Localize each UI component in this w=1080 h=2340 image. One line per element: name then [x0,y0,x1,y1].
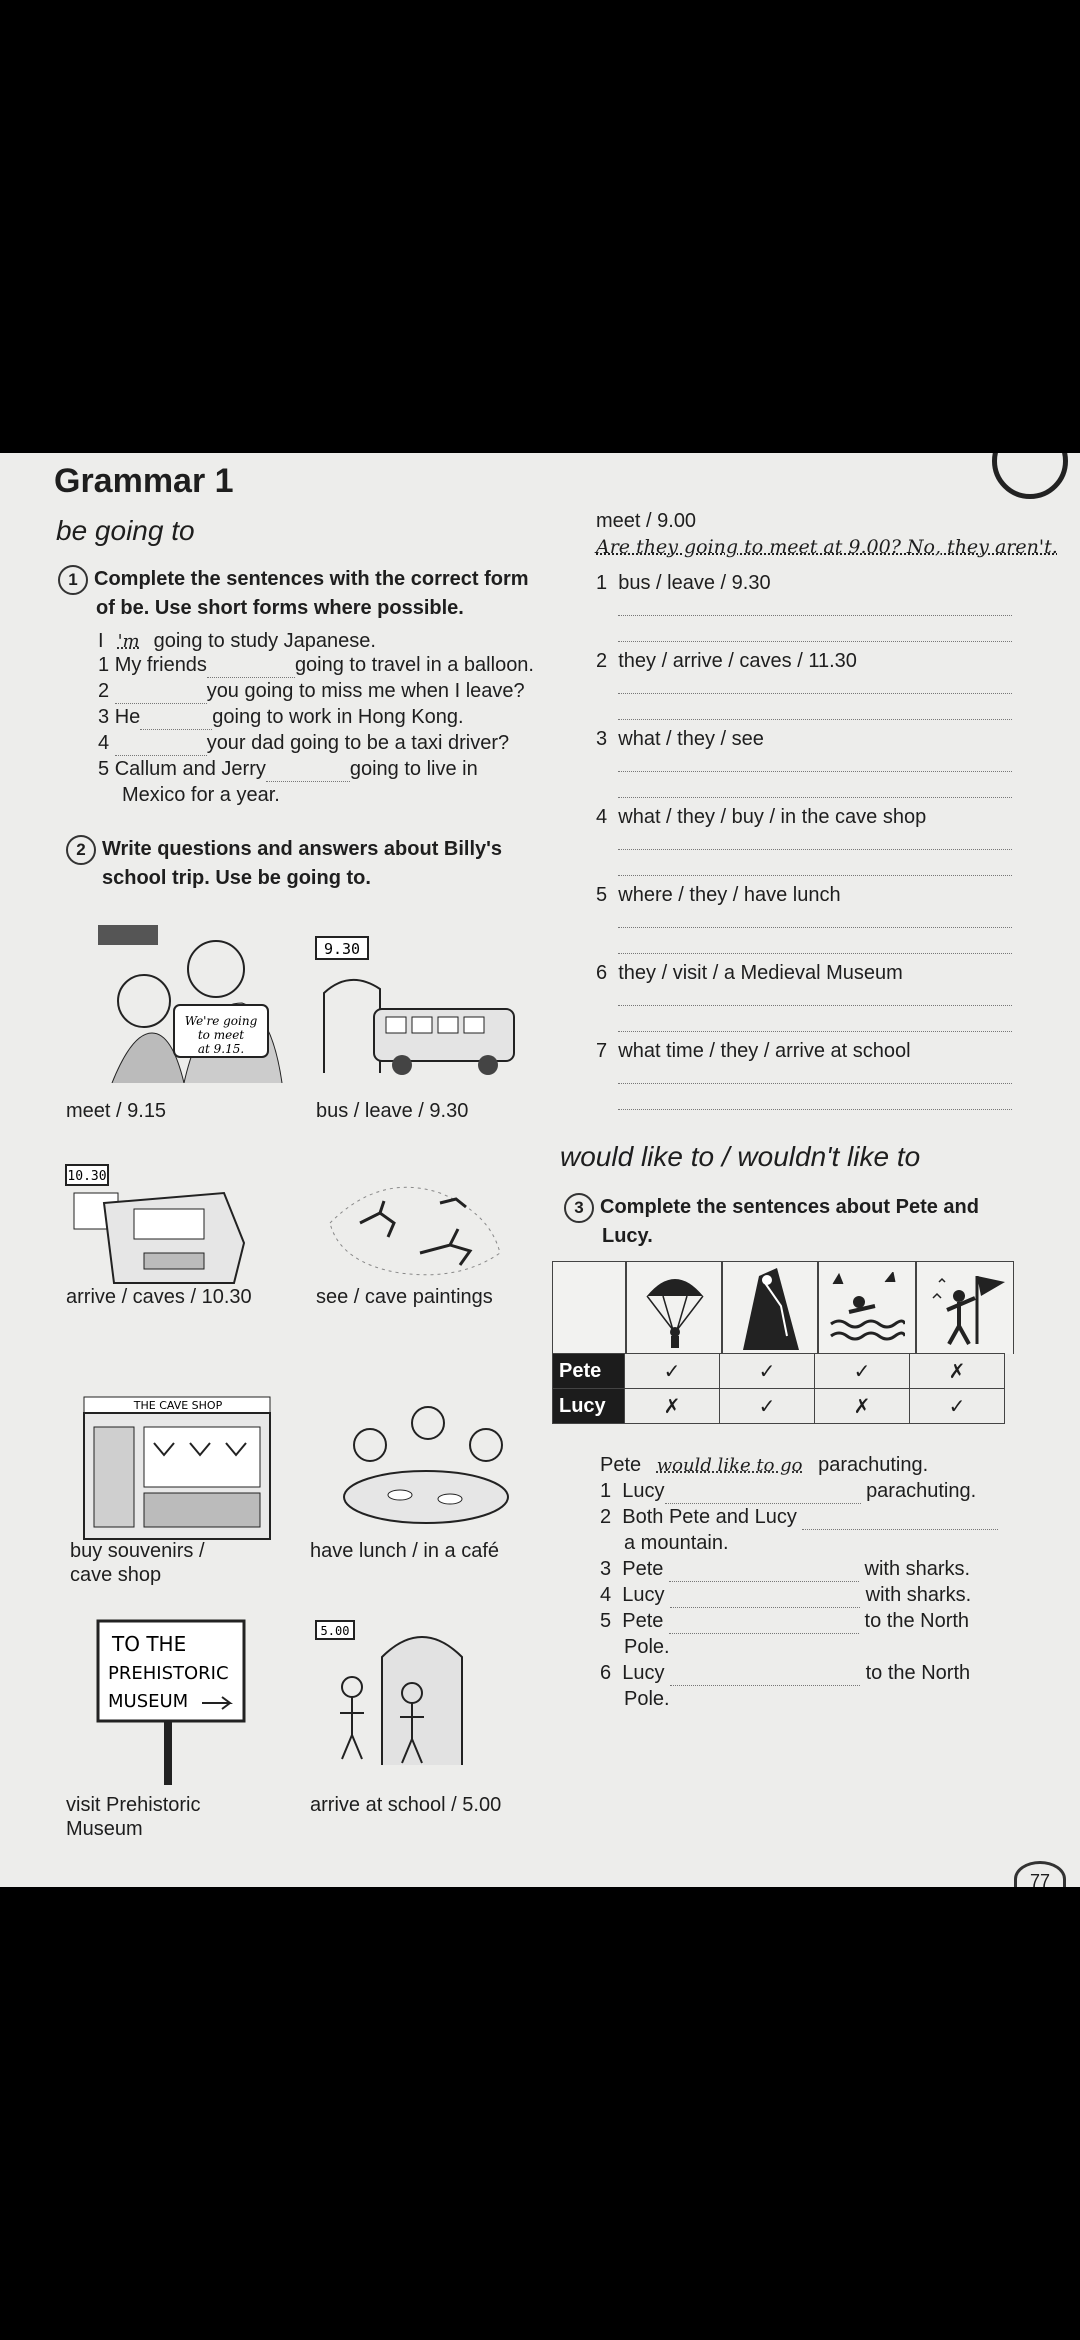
ex1-item-4: 4 your dad going to be a taxi driver? [98,732,510,754]
shop-sign: THE CAVE SHOP [133,1399,223,1412]
picture-arrive-school [312,1617,482,1767]
clock-label: 10.30 [67,1169,107,1184]
answer-line[interactable] [618,797,1012,798]
ex2-answer-item-2: 2 they / arrive / caves / 11.30 [596,650,857,672]
ex2-number: 2 [66,835,96,865]
answer-line[interactable] [618,875,1012,876]
answer-blank[interactable] [802,1505,998,1530]
mark-cell: ✗ [815,1389,910,1424]
section-title-would-like: would like to / wouldn't like to [560,1141,921,1172]
ex2-answer-item-3: 3 what / they / see [596,728,764,750]
ex1-example-answer: 'm [117,631,140,652]
picture-cave-paintings [320,1163,510,1283]
picture-cave-shop [80,1393,280,1543]
row-label-pete: Pete [553,1354,625,1389]
answer-line[interactable] [618,1109,1012,1110]
caption-visit-museum: visit Prehistoric Museum [66,1794,201,1840]
picture-lunch-cafe [330,1393,520,1533]
mark-cell: ✓ [625,1354,720,1389]
answer-blank[interactable] [115,731,207,756]
ex3-item-3: 3 Pete with sharks. [600,1558,971,1580]
picture-bus-to-caves [64,1163,264,1293]
answer-line[interactable] [618,693,1012,694]
answer-blank[interactable] [115,679,207,704]
caption-arrive-school: arrive at school / 5.00 [310,1794,502,1816]
page-title: Grammar 1 [54,462,234,500]
picture-meet-friends [92,923,290,1083]
answer-line[interactable] [618,1031,1012,1032]
ex2-example-answer: Are they going to meet at 9.00? No, they aren't. [596,536,1058,558]
parachute-icon [643,1268,707,1348]
ex1-item-5: 5 Callum and Jerry going to live in [98,758,478,780]
answer-blank[interactable] [670,1661,860,1686]
svg-text:at 9.15.: at 9.15. [197,1042,245,1056]
clock-label: 5.00 [320,1624,350,1638]
caption-see-paintings: see / cave paintings [316,1286,493,1308]
answer-line[interactable] [618,927,1012,928]
swimming-shark-icon [829,1272,905,1348]
signpost-line-2: PREHISTORIC [108,1663,229,1684]
caption-meet: meet / 9.15 [66,1100,167,1122]
ex2-answer-item-6: 6 they / visit / a Medieval Museum [596,962,903,984]
ex1-instruction: 1 Complete the sentences with the correct form of be. Use short forms where possible. [58,565,529,621]
north-pole-icon [929,1268,1009,1348]
answer-blank[interactable] [665,1479,861,1504]
mark-cell: ✗ [910,1354,1005,1389]
ex1-item-1: 1 My friends going to travel in a balloon. [98,654,534,676]
workbook-page [0,453,1080,1887]
climbing-icon [737,1266,803,1350]
section-title-be-going-to: be going to [56,515,195,546]
ex3-item-2: 2 Both Pete and Lucy [600,1505,998,1530]
ex2-example-prompt: meet / 9.00 [596,510,697,532]
ex1-item-2: 2 you going to miss me when I leave? [98,680,525,702]
mark-cell: ✓ [720,1389,815,1424]
answer-blank[interactable] [669,1609,859,1634]
picture-school-bus [310,933,520,1083]
ex1-example: I 'm going to study Japanese. [98,630,376,652]
caption-have-lunch: have lunch / in a café [310,1540,500,1562]
ex3-example: Pete would like to go parachuting. [600,1454,929,1476]
answer-line[interactable] [618,641,1012,642]
page-number: 77 [1014,1861,1066,1887]
answer-line[interactable] [618,615,1012,616]
activity-icons-row [552,1261,1014,1354]
ex3-item-4: 4 Lucy with sharks. [600,1584,972,1606]
ex1-item-3: 3 He going to work in Hong Kong. [98,706,464,728]
ex3-instruction: 3 Complete the sentences about Pete and Lucy. [564,1193,979,1249]
clock-label: 9.30 [323,940,361,958]
ex3-item-1: 1 Lucy parachuting. [600,1480,977,1502]
answer-line[interactable] [618,1083,1012,1084]
unit-badge-icon [992,453,1068,499]
speech-bubble-text: We're going [184,1014,258,1028]
ex1-number: 1 [58,565,88,595]
picture-museum-signpost [94,1617,254,1787]
ex2-answer-item-1: 1 bus / leave / 9.30 [596,572,771,594]
answer-line[interactable] [618,1005,1012,1006]
mark-cell: ✓ [815,1354,910,1389]
row-label-lucy: Lucy [553,1389,625,1424]
mark-cell: ✓ [910,1389,1005,1424]
ex2-answer-item-4: 4 what / they / buy / in the cave shop [596,806,927,828]
ex2-answer-item-5: 5 where / they / have lunch [596,884,841,906]
mark-cell: ✗ [625,1389,720,1424]
ex2-answer-item-7: 7 what time / they / arrive at school [596,1040,911,1062]
mark-cell: ✓ [720,1354,815,1389]
caption-bus-leave: bus / leave / 9.30 [316,1100,469,1122]
ex3-item-5-cont: Pole. [624,1636,670,1658]
answer-blank[interactable] [140,705,212,730]
answer-line[interactable] [618,771,1012,772]
table-row-lucy [553,1389,1005,1424]
answer-line[interactable] [618,719,1012,720]
ex3-number: 3 [564,1193,594,1223]
signpost-line-1: TO THE [112,1632,187,1656]
ex3-example-answer: would like to go [656,1455,803,1476]
ex3-item-6: 6 Lucy to the North [600,1662,971,1684]
answer-line[interactable] [618,953,1012,954]
caption-arrive-caves: arrive / caves / 10.30 [66,1286,252,1308]
answer-blank[interactable] [670,1583,860,1608]
ex2-instruction: 2 Write questions and answers about Billy's school trip. Use be going to. [66,835,502,891]
signpost-line-3: MUSEUM [108,1691,189,1712]
ex3-item-5: 5 Pete to the North [600,1610,970,1632]
answer-blank[interactable] [669,1557,859,1582]
svg-text:to meet: to meet [197,1028,245,1042]
answer-line[interactable] [618,849,1012,850]
ex3-item-2-cont: a mountain. [624,1532,729,1554]
answer-blank[interactable] [266,757,350,782]
table-row-pete [553,1354,1005,1389]
activity-table [552,1353,1005,1424]
ex1-item-5-cont: Mexico for a year. [122,784,280,806]
answer-blank[interactable] [207,653,295,678]
ex3-item-6-cont: Pole. [624,1688,670,1710]
caption-buy-souvenirs: buy souvenirs / cave shop [70,1540,205,1586]
